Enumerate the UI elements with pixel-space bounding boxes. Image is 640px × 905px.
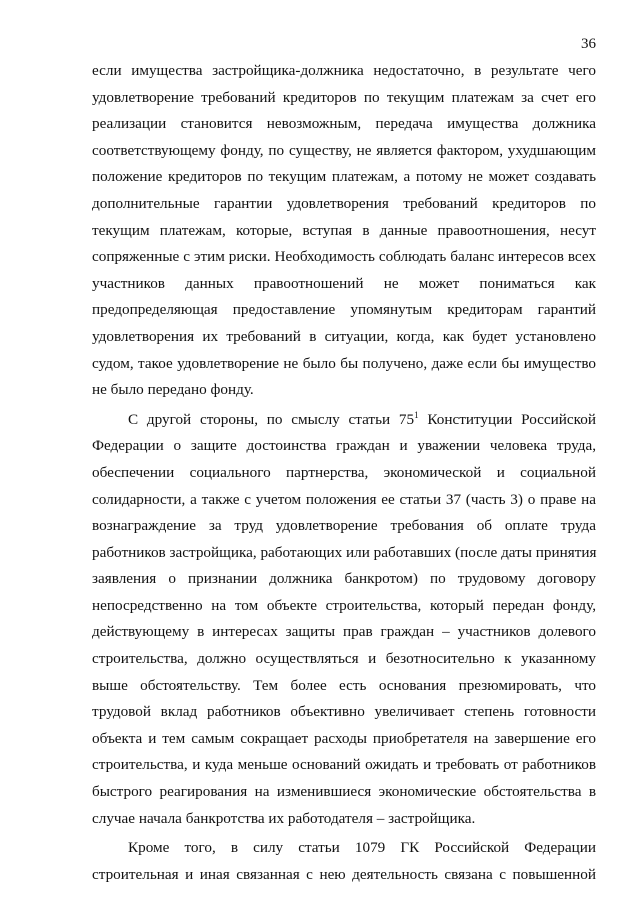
- text-line: обеспечении социального партнерства, экономической и социальной: [92, 463, 596, 481]
- page-number: 36: [581, 36, 596, 52]
- text-line: заявления о признании должника банкротом) по трудовому договору: [92, 570, 596, 588]
- text-line: удовлетворения их требований в ситуации, когда, как будет установлено: [92, 327, 596, 345]
- text-line: предопределяющая предоставление упомянутым кредиторам гарантий: [92, 301, 596, 319]
- text-line: работников застройщика, работающих или работавших (после даты принятия: [92, 543, 597, 561]
- text-line: дополнительные гарантии удовлетворения требований кредиторов по: [92, 194, 596, 212]
- text-line: объекта и тем самым сокращает расходы приобретателя на завершение его: [92, 729, 596, 747]
- text-line: не было передано фонду.: [92, 381, 254, 399]
- text-fragment: С другой стороны, по смыслу статьи 75: [128, 410, 415, 428]
- text-line: случае начала банкротства их работодателя – застройщика.: [92, 809, 476, 827]
- paragraph-2: [92, 407, 596, 833]
- text-line: действующему в интересах защиты прав граждан – участников долевого: [92, 623, 596, 641]
- text-line: положение кредиторов по текущим платежам, а потому не может создавать: [92, 168, 596, 186]
- text-line: если имущества застройщика-должника недостаточно, в результате чего: [92, 62, 596, 79]
- text-line: солидарности, а также с учетом положения ее статьи 37 (часть 3) о праве на: [92, 490, 596, 508]
- body-text: [92, 58, 596, 888]
- text-line: текущим платежам, которые, вступая в данные правоотношения, несут: [92, 221, 596, 239]
- paragraph-1: [92, 58, 596, 404]
- superscript: 1: [414, 409, 419, 420]
- text-line: [92, 407, 596, 434]
- text-line: Федерации о защите достоинства граждан и уважении человека труда,: [92, 437, 596, 455]
- paragraph-3: [92, 835, 596, 888]
- text-line: Кроме того, в силу статьи 1079 ГК Российской Федерации: [128, 839, 596, 857]
- text-line: непосредственно на том объекте строительства, который передан фонду,: [92, 596, 596, 614]
- text-line: реализации становится невозможным, передача имущества должника: [92, 115, 596, 133]
- text-line: вознаграждение за труд удовлетворение требования об оплате труда: [92, 517, 596, 535]
- text-line: строительная и иная связанная с нею деятельность связана с повышенной: [92, 865, 596, 883]
- text-line: соответствующему фонду, по существу, не является фактором, ухудшающим: [92, 141, 596, 159]
- text-line: строительства, должно осуществляться и безотносительно к указанному: [92, 650, 596, 668]
- text-line: участников данных правоотношений не может пониматься как: [92, 274, 596, 292]
- text-line: сопряженные с этим риски. Необходимость соблюдать баланс интересов всех: [92, 248, 596, 266]
- text-line: выше обстоятельству. Тем более есть основания презюмировать, что: [92, 676, 596, 694]
- text-line: строительства, и куда меньше оснований ожидать и требовать от работников: [92, 756, 596, 774]
- text-line: удовлетворение требований кредиторов по текущим платежам за счет его: [92, 88, 596, 106]
- text-fragment: Конституции Российской: [418, 410, 596, 428]
- text-line: трудовой вклад работников объективно увеличивает степень готовности: [92, 703, 596, 721]
- text-line: быстрого реагирования на изменившиеся экономические обстоятельства в: [92, 783, 596, 801]
- text-line: судом, такое удовлетворение не было бы получено, даже если бы имущество: [92, 354, 596, 372]
